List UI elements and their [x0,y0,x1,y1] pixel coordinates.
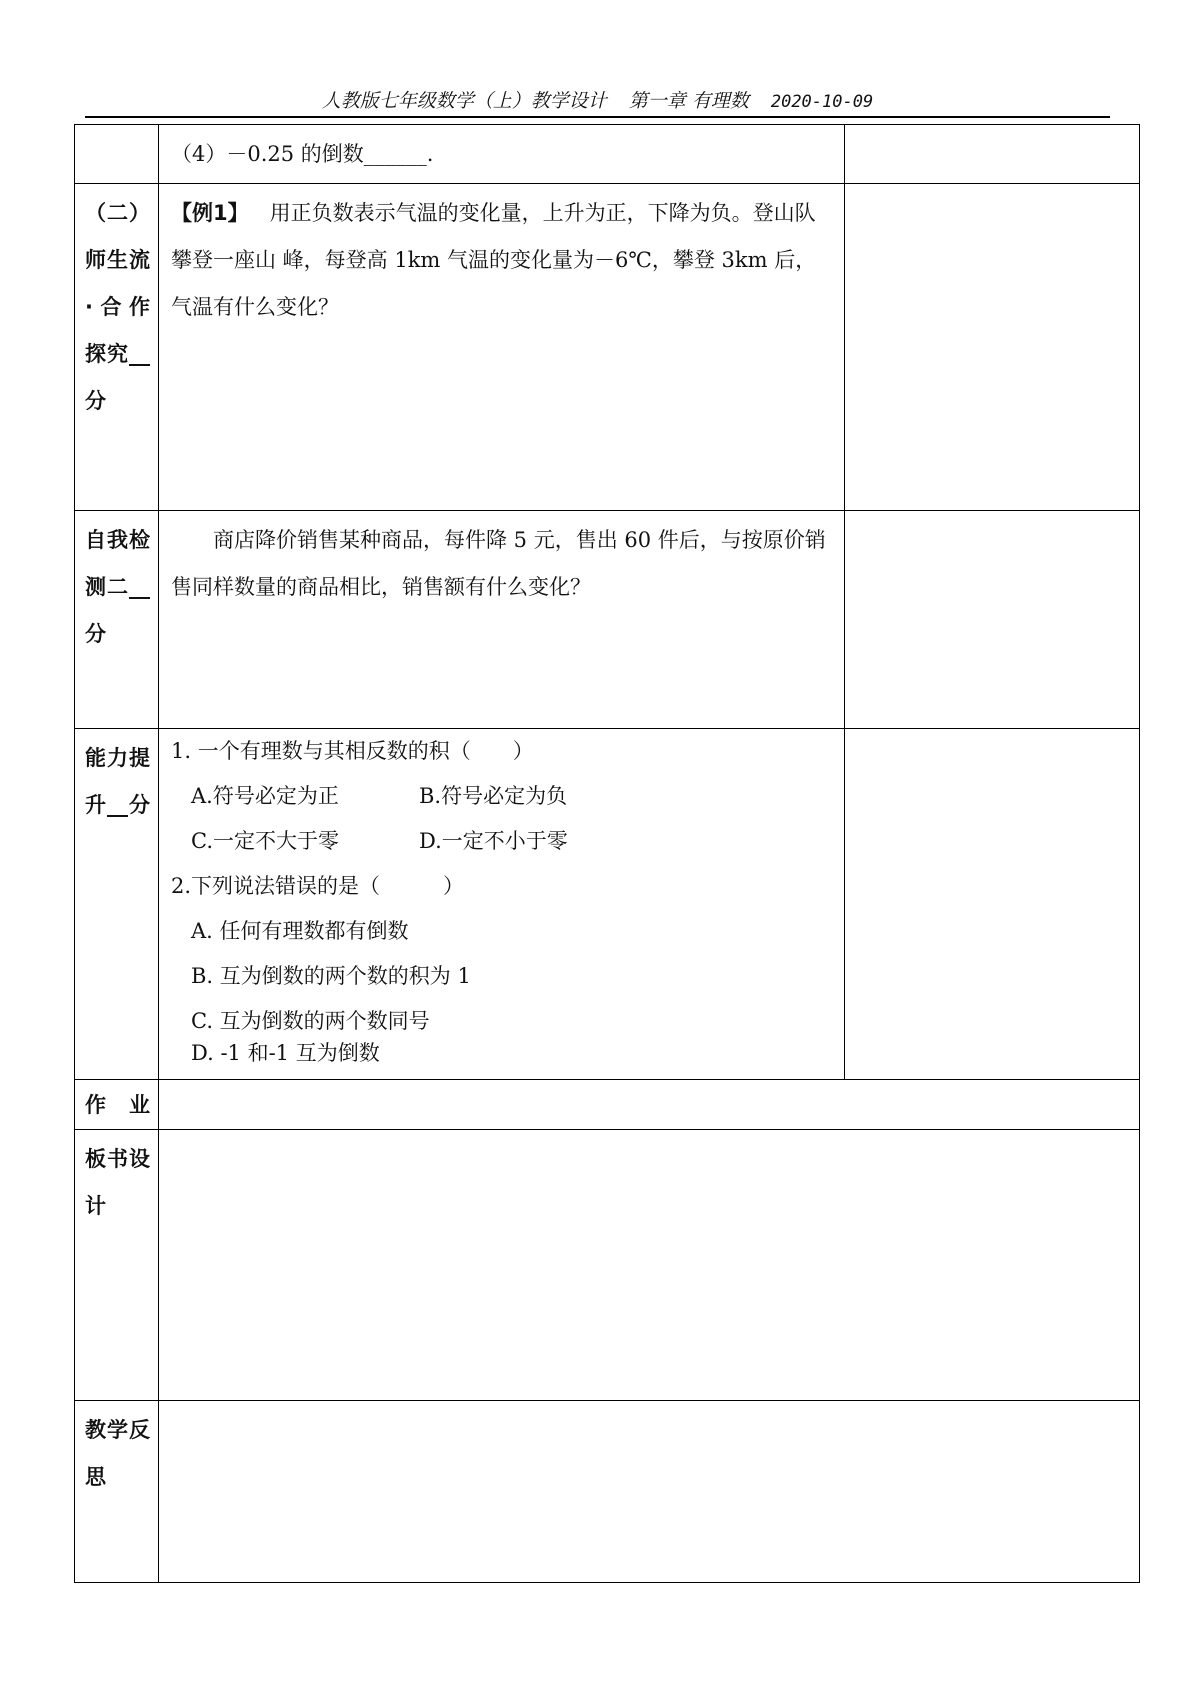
board-design-content [159,1130,1140,1401]
question-2-option-b: B. 互为倒数的两个数的积为 1 [191,964,471,988]
row-continuation [75,125,1140,184]
self-check-text: 商店降价销售某种商品，每件降 5 元，售出 60 件后，与按原价销售同样数量的商品相比，销售额有什么变化？ [171,528,826,599]
header-title: 人教版七年级数学（上）教学设计 [321,90,607,112]
label-self-check: 自我检测二__分 [75,511,159,729]
lesson-table [74,124,1140,1583]
notes-cell [845,729,1140,1080]
label-board-design: 板书设计 [75,1130,159,1401]
label-ability-improvement: 能力提升__分 [75,729,159,1080]
question-1-options-ab [171,774,832,819]
option-b: B.符号必定为负 [419,784,568,808]
option-a: A.符号必定为正 [191,784,339,808]
example-text: 用正负数表示气温的变化量，上升为正，下降为负。登山队攀登一座山 峰，每登高 1km 气温的变化量为－6℃，攀登 3km 后，气温有什么变化？ [171,201,817,319]
label-homework: 作业 [75,1080,159,1130]
question-2-option-a: A. 任何有理数都有倒数 [191,919,409,943]
label-teaching-reflection: 教学反思 [75,1401,159,1583]
notes-cell [845,184,1140,511]
question-1-options-cd [171,819,832,864]
label-empty [75,125,159,184]
row-board-design [75,1130,1140,1401]
teaching-reflection-content [159,1401,1140,1583]
option-c: C.一定不大于零 [191,829,339,853]
notes-cell [845,511,1140,729]
row-ability-improvement [75,729,1140,1080]
example-tag: 【例1】 [171,201,249,225]
homework-content [159,1080,1140,1130]
example-1 [159,184,845,511]
header-chapter: 第一章 有理数 [628,90,749,112]
header-date: 2020-10-09 [770,92,874,112]
question-2-option-d: D. -1 和-1 互为倒数 [191,1041,380,1065]
label-cooperative-inquiry: （二）师生流·合作探究__分 [75,184,159,511]
question-4: （4）－0.25 的倒数______. [159,125,845,184]
self-check-question [159,511,845,729]
row-homework [75,1080,1140,1130]
question-2: 2.下列说法错误的是（ ） [171,874,465,898]
row-teaching-reflection [75,1401,1140,1583]
ability-questions [159,729,845,1080]
notes-cell [845,125,1140,184]
row-cooperative-inquiry [75,184,1140,511]
question-2-option-c: C. 互为倒数的两个数同号 [191,1009,430,1033]
row-self-check [75,511,1140,729]
question-1: 1. 一个有理数与其相反数的积（ ） [171,739,534,763]
page-header [85,86,1110,118]
option-d: D.一定不小于零 [419,829,568,853]
